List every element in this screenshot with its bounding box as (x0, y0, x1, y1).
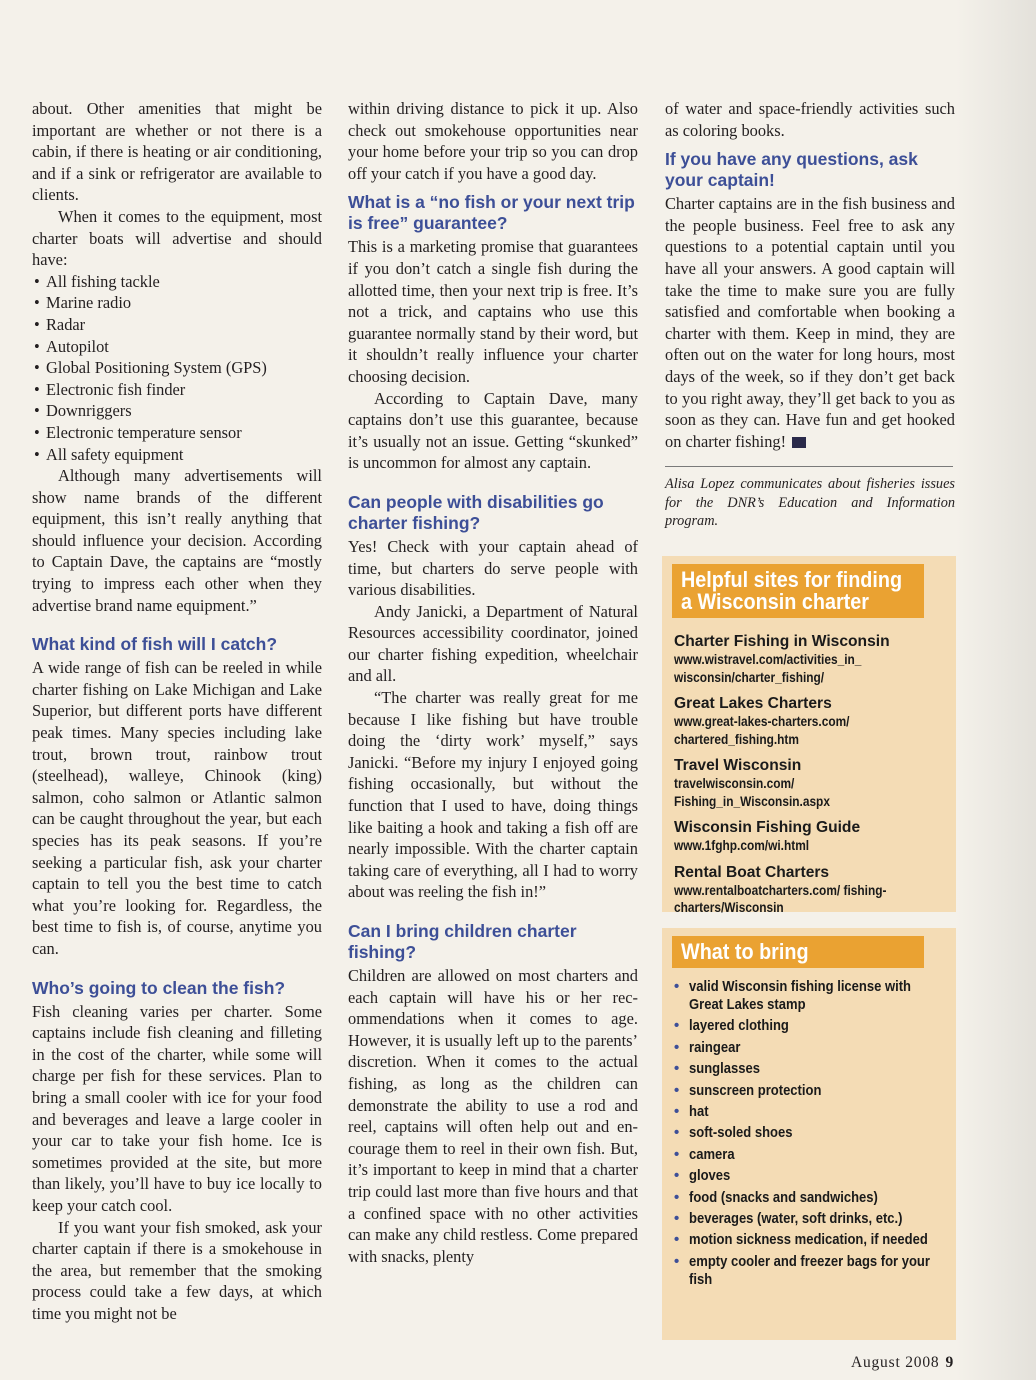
site-name: Charter Fishing in Wisconsin (674, 633, 890, 650)
list-item: • Global Positioning System (GPS) (34, 357, 322, 379)
site-entry (674, 632, 944, 686)
page-footer (851, 1354, 954, 1372)
list-item: • All safety equipment (34, 444, 322, 466)
site-entry (674, 694, 944, 748)
site-entry (674, 756, 944, 810)
site-entry (674, 818, 944, 855)
list-item-text: raingear (689, 1039, 741, 1056)
paragraph: about. Other amenities that might be important are whether or not there is a cabin, if there is heating or air conditioning, and if a sink or refrigerator are available to clients. (32, 99, 322, 205)
paragraph (665, 193, 955, 452)
list-item-text: soft-soled shoes (689, 1125, 793, 1142)
site-url-link[interactable]: travelwisconsin.com/ Fishing_in_Wisconsin.aspx (674, 775, 830, 809)
paragraph: “The charter was really great for me because I like fishing but have trouble doing the ‘dirty work’ myself,” says Janicki. “Before my injury I enjoyed going fishing occasionally, but without the function that I used to have, doing things like baiting a hook and taking a fish off are nearly impossible. With the charter captain taking care of everything, all I had to worry about was reeling the fish in!” (348, 688, 638, 902)
list-item-text: motion sickness medication, if needed (689, 1232, 928, 1249)
article-column-1 (32, 98, 322, 1324)
list-item: • Downriggers (34, 400, 322, 422)
bring-list (674, 978, 946, 1289)
section-heading: What is a “no fish or your next trip is free” guarantee? (348, 192, 635, 234)
list-item-text: valid Wisconsin fishing license with Great Lakes stamp (689, 979, 912, 1013)
list-item (674, 1210, 946, 1228)
list-item: • Radar (34, 314, 322, 336)
site-url-link[interactable]: www.rentalboatcharters.com/ fishing-charters/Wisconsin (674, 881, 887, 915)
list-item: • Electronic fish finder (34, 379, 322, 401)
what-to-bring-sidebar (662, 928, 956, 1340)
site-url-link[interactable]: www.1fghp.com/wi.html (674, 837, 810, 853)
paragraph: According to Captain Dave, many captains don’t use this guarantee, because it’s usually not an issue. Getting “skunked” is uncommon for almost any captain. (348, 388, 638, 473)
list-item-text: camera (689, 1146, 735, 1163)
paragraph: Yes! Check with your captain ahead of time, but charters do serve people with various disabilities. (348, 536, 638, 600)
list-item-text: sunglasses (689, 1061, 760, 1078)
paragraph: of water and space-friendly activities such as coloring books. (665, 99, 955, 140)
list-item (674, 1146, 946, 1164)
list-item (674, 1167, 946, 1185)
list-item (674, 1103, 946, 1121)
list-item (674, 1189, 946, 1207)
paragraph: If you want your fish smoked, ask your charter captain if there is a smokehouse in the area, but remember that the smoking process could take a few days, at which time you might not be (32, 1217, 322, 1323)
equipment-list (32, 271, 322, 465)
paragraph: Children are allowed on most charters and each captain will have his or her recommendations when it comes to age. However, it is usually left up to the parents’ discretion. When it comes to the actual fishing, as long as the children can demonstrate the ability to use a rod and reel, captains will often help out and encourage them to reel in their own fish. But, it’s important to keep in mind that a charter trip could last more than five hours and that a confined space with no other activities can make any child restless. Come prepared with snacks, plenty (348, 966, 638, 1266)
list-item-text: empty cooler and freezer bags for your fish (689, 1253, 930, 1288)
site-name: Wisconsin Fishing Guide (674, 819, 861, 836)
list-item (674, 1060, 946, 1078)
sidebar-title: Helpful sites for finding a Wisconsin charter (672, 564, 924, 618)
site-url-link[interactable]: www.wistravel.com/activities_in_ wisconsin/charter_fishing/ (674, 651, 862, 685)
list-item-text: sunscreen protection (689, 1082, 822, 1099)
list-item-text: hat (689, 1103, 709, 1120)
site-url-link[interactable]: www.great-lakes-charters.com/ chartered_fishing.htm (674, 713, 850, 747)
site-entry (674, 863, 944, 917)
list-item-text: layered clothing (689, 1018, 789, 1035)
section-heading: If you have any questions, ask your captain! (665, 149, 918, 191)
helpful-sites-sidebar (662, 556, 956, 915)
author-bio: Alisa Lopez communicates about fisheries issues for the DNR’s Education and Information program. (665, 476, 955, 529)
list-item-text: gloves (689, 1168, 731, 1185)
list-item (674, 1039, 946, 1057)
page-number: 9 (945, 1354, 954, 1371)
article-column-3 (665, 98, 955, 530)
article-column-2 (348, 98, 638, 1267)
list-item (674, 1253, 946, 1289)
paragraph: Fish cleaning varies per charter. Some captains include fish cleaning and filleting in the cost of the charter, while some will charge per fish for these services. Plan to bring a small cooler with ice for your food and beverages and leave a large cooler in your car to take your fish home. Ice is sometimes provided at the site, but more than likely, you’ll have to buy ice locally to keep your catch cool. (32, 1001, 322, 1215)
paragraph: Although many advertisements will show name brands of the different equipment, this isn’t really anything that should influence your decision. According to Captain Dave, the captains are “mostly trying to impress each other when they advertise brand name equipment.” (32, 466, 322, 615)
sidebar-title: What to bring (672, 936, 924, 968)
list-item-text: beverages (water, soft drinks, etc.) (689, 1210, 903, 1227)
list-item: • All fishing tackle (34, 271, 322, 293)
paragraph: When it comes to the equipment, most charter boats will advertise and should have: (32, 206, 322, 270)
list-item: • Electronic temperature sensor (34, 422, 322, 444)
list-item: • Autopilot (34, 336, 322, 358)
section-heading: Can I bring children charter fishing? (348, 921, 577, 962)
list-item (674, 978, 946, 1014)
list-item (674, 1231, 946, 1249)
list-item: • Marine radio (34, 292, 322, 314)
section-heading: Who’s going to clean the fish? (32, 977, 286, 998)
site-name: Travel Wisconsin (674, 757, 802, 774)
list-item-text: food (snacks and sandwiches) (689, 1189, 878, 1206)
paragraph: This is a marketing promise that guarantees if you don’t catch a single fish during the allotted time, then your next trip is free. It’s not a trick, and captains who use this guarantee normally stand by their word, but it shouldn’t really influence your charter choosing decision. (348, 237, 638, 386)
section-heading: What kind of fish will I catch? (32, 634, 278, 655)
list-item (674, 1017, 946, 1035)
page-edge-shadow (956, 0, 1036, 1380)
paragraph: Andy Janicki, a Department of Natural Resources accessibility coordinator, joined our charter fishing expedition, wheelchair and all. (348, 601, 638, 686)
paragraph: A wide range of fish can be reeled in while charter fishing on Lake Michigan and Lake Superior, but different ports have different peak times. Many species including lake trout, brown trout, rainbow trout (steelhead), walleye, Chinook (king) salmon, coho salmon or Atlantic salmon can be caught throughout the year, but each species has its peak seasons. If you’re seeking a particular fish, ask your charter captain to tell you the best time to catch what you’re looking for. Regardless, the best time to fish is, of course, anytime you can. (32, 658, 322, 958)
paragraph-text: Charter captains are in the fish business and the people business. Feel free to ask any questions to a potential captain until you have all your answers. A good captain will take the time to make sure you are fully satisfied and comfortable when booking a charter with them. Keep in mind, they are often out on the water for long hours, most days of the week, so if they don’t get back to you right away, they’ll get back to you as soon as they can. Have fun and get hooked on charter fishing! (665, 194, 955, 451)
divider (665, 466, 953, 467)
end-mark-icon (792, 437, 806, 448)
list-item (674, 1082, 946, 1100)
site-name: Great Lakes Charters (674, 695, 832, 712)
issue-date: August 2008 (850, 1354, 940, 1371)
section-heading: Can people with disabilities go charter fishing? (348, 491, 604, 533)
list-item (674, 1124, 946, 1142)
site-name: Rental Boat Charters (674, 863, 830, 881)
paragraph: within driving distance to pick it up. Also check out smokehouse opportunities near your home before your trip so you can drop off your catch if you have a good day. (348, 99, 638, 183)
